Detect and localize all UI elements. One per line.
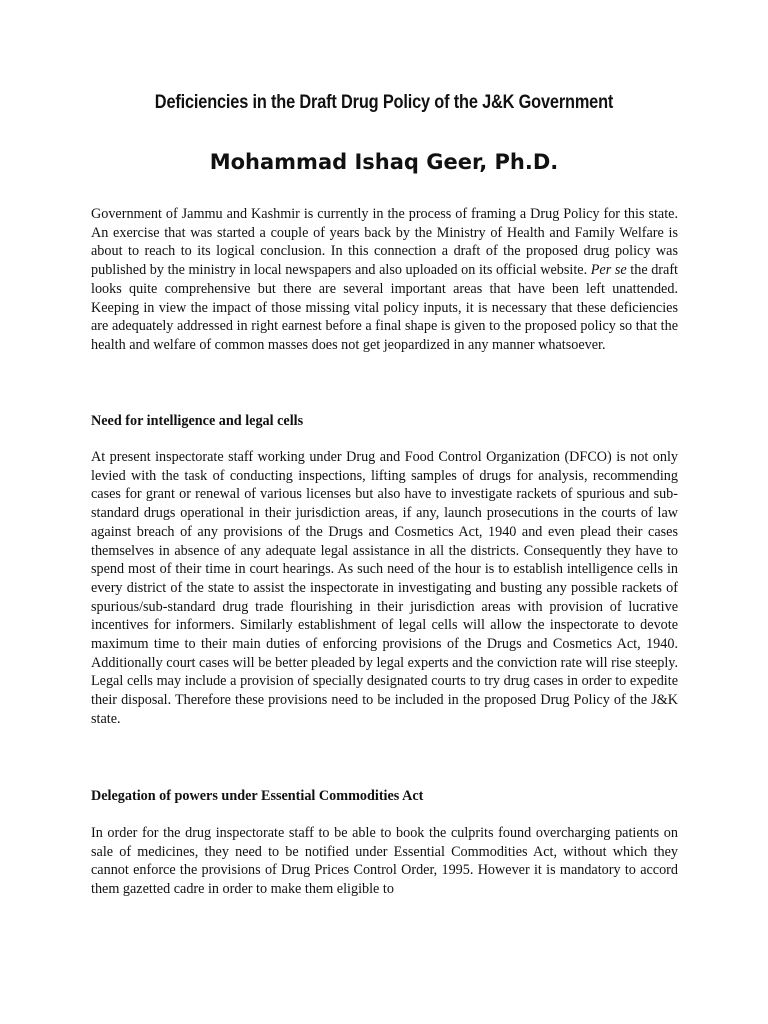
- section-heading-essential-commodities: Delegation of powers under Essential Commodities Act: [91, 788, 424, 804]
- author-name: Mohammad Ishaq Geer, Ph.D.: [209, 150, 559, 174]
- section-paragraph-essential-commodities: In order for the drug inspectorate staff to be able to book the culprits found overcharging patients on sale of medicines, they need to be notified under Essential Commodities Act, without which they cannot enforce the provisions of Drug Prices Control Order, 1995. However it is mandatory to accord them gazetted cadre in order to make them eligible to: [91, 825, 678, 898]
- intro-italic-phrase: Per se: [590, 262, 627, 279]
- section-paragraph-intelligence-legal-cells: At present inspectorate staff working under Drug and Food Control Organization (DFCO) is not only levied with the task of conducting inspections, lifting samples of drugs for analysis, recommending cases for grant or renewal of various licenses but also have to investigate rackets of spurious and sub-standard drugs operational in their jurisdiction areas, if any, launch prosecutions in the courts of law against breach of any provisions of the Drugs and Cosmetics Act, 1940 and even plead their cases themselves in absence of any adequate legal assistance in all the districts. Consequently they have to spend most of their time in court hearings. As such need of the hour is to establish intelligence cells in every district of the state to assist the inspectorate in investigating and busting any possible rackets of spurious/sub-standard drug trade flourishing in their jurisdiction areas with provision of lucrative incentives for informers. Similarly establishment of legal cells will allow the inspectorate to devote maximum time to their main duties of enforcing provisions of the Drugs and Cosmetics Act, 1940. Additionally court cases will be better pleaded by legal experts and the conviction rate will rise steeply. Legal cells may include a provision of specially designated courts to try drug cases in order to expedite their disposal. Therefore these provisions need to be included in the proposed Drug Policy of the J&K state.: [91, 449, 678, 727]
- intro-text-start: Government of Jammu and Kashmir is currently in the process of framing a Drug Policy for this state. An exercise that was started a couple of years back by the Ministry of Health and Family Welfare is about to reach to its logical conclusion. In this connection a draft of the proposed drug policy was published by the ministry in local newspapers and also uploaded on its official website.: [91, 206, 678, 279]
- intro-paragraph: [91, 205, 678, 355]
- document-title: Deficiencies in the Draft Drug Policy of the J&K Government: [154, 92, 614, 113]
- intro-text-end: the draft looks quite comprehensive but there are several important areas that have been left unattended. Keeping in view the impact of those missing vital policy inputs, it is necessary that these deficiencies are adequately addressed in right earnest before a final shape is given to the proposed policy so that the health and welfare of common masses does not get jeopardized in any manner whatsoever.: [91, 262, 678, 353]
- section-heading-intelligence-legal-cells: Need for intelligence and legal cells: [91, 413, 304, 429]
